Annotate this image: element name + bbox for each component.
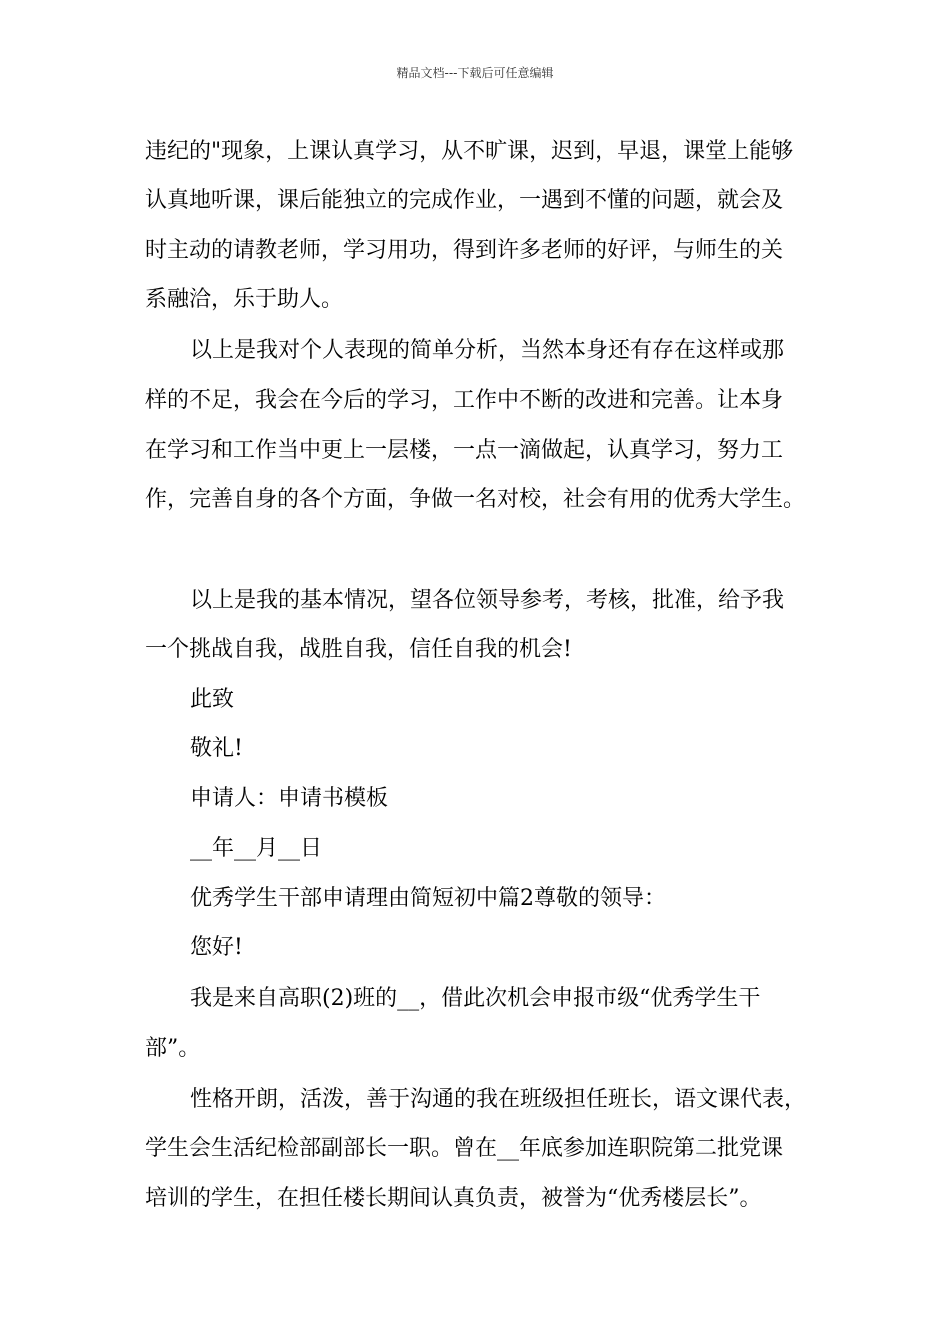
page-header: 精品文档---下载后可任意编辑 (396, 66, 554, 80)
body-line: 违纪的"现象，上课认真学习，从不旷课，迟到，早退，课堂上能够 (145, 139, 794, 164)
body-line: 认真地听课，课后能独立的完成作业，一遇到不懂的问题，就会及 (145, 188, 784, 213)
closing-line: 敬礼! (190, 736, 243, 761)
body-line: 样的不足，我会在今后的学习，工作中不断的改进和完善。让本身 (145, 388, 784, 413)
closing-line: 此致 (190, 687, 235, 712)
body-line: 作，完善自身的各个方面，争做一名对校，社会有用的优秀大学生。 (145, 487, 806, 512)
body-line: 一个挑战自我，战胜自我，信任自我的机会! (145, 637, 572, 662)
greeting-line: 您好! (190, 935, 243, 960)
paragraph-start: 性格开朗，活泼，善于沟通的我在班级担任班长，语文课代表， (190, 1087, 807, 1112)
body-line: 部”。 (145, 1036, 201, 1061)
body-line: 时主动的请教老师，学习用功，得到许多老师的好评，与师生的关 (145, 238, 784, 263)
body-line: 在学习和工作当中更上一层楼，一点一滴做起，认真学习，努力工 (145, 438, 784, 463)
body-line: 学生会生活纪检部副部长一职。曾在__年底参加连职院第二批党课 (145, 1136, 784, 1161)
signature-line: 申请人：申请书模板 (190, 786, 389, 811)
paragraph-start: 以上是我对个人表现的简单分析，当然本身还有存在这样或那 (190, 338, 785, 363)
body-line: 培训的学生，在担任楼长期间认真负责，被誉为“优秀楼层长”。 (145, 1186, 762, 1211)
paragraph-start: 我是来自高职(2)班的__，借此次机会申报市级“优秀学生干 (190, 986, 761, 1011)
date-line: __年__月__日 (190, 836, 323, 861)
body-line: 系融洽，乐于助人。 (145, 287, 344, 312)
paragraph-start: 以上是我的基本情况，望各位领导参考，考核，批准，给予我 (190, 588, 785, 613)
section-title: 优秀学生干部申请理由简短初中篇2尊敬的领导： (190, 886, 666, 911)
